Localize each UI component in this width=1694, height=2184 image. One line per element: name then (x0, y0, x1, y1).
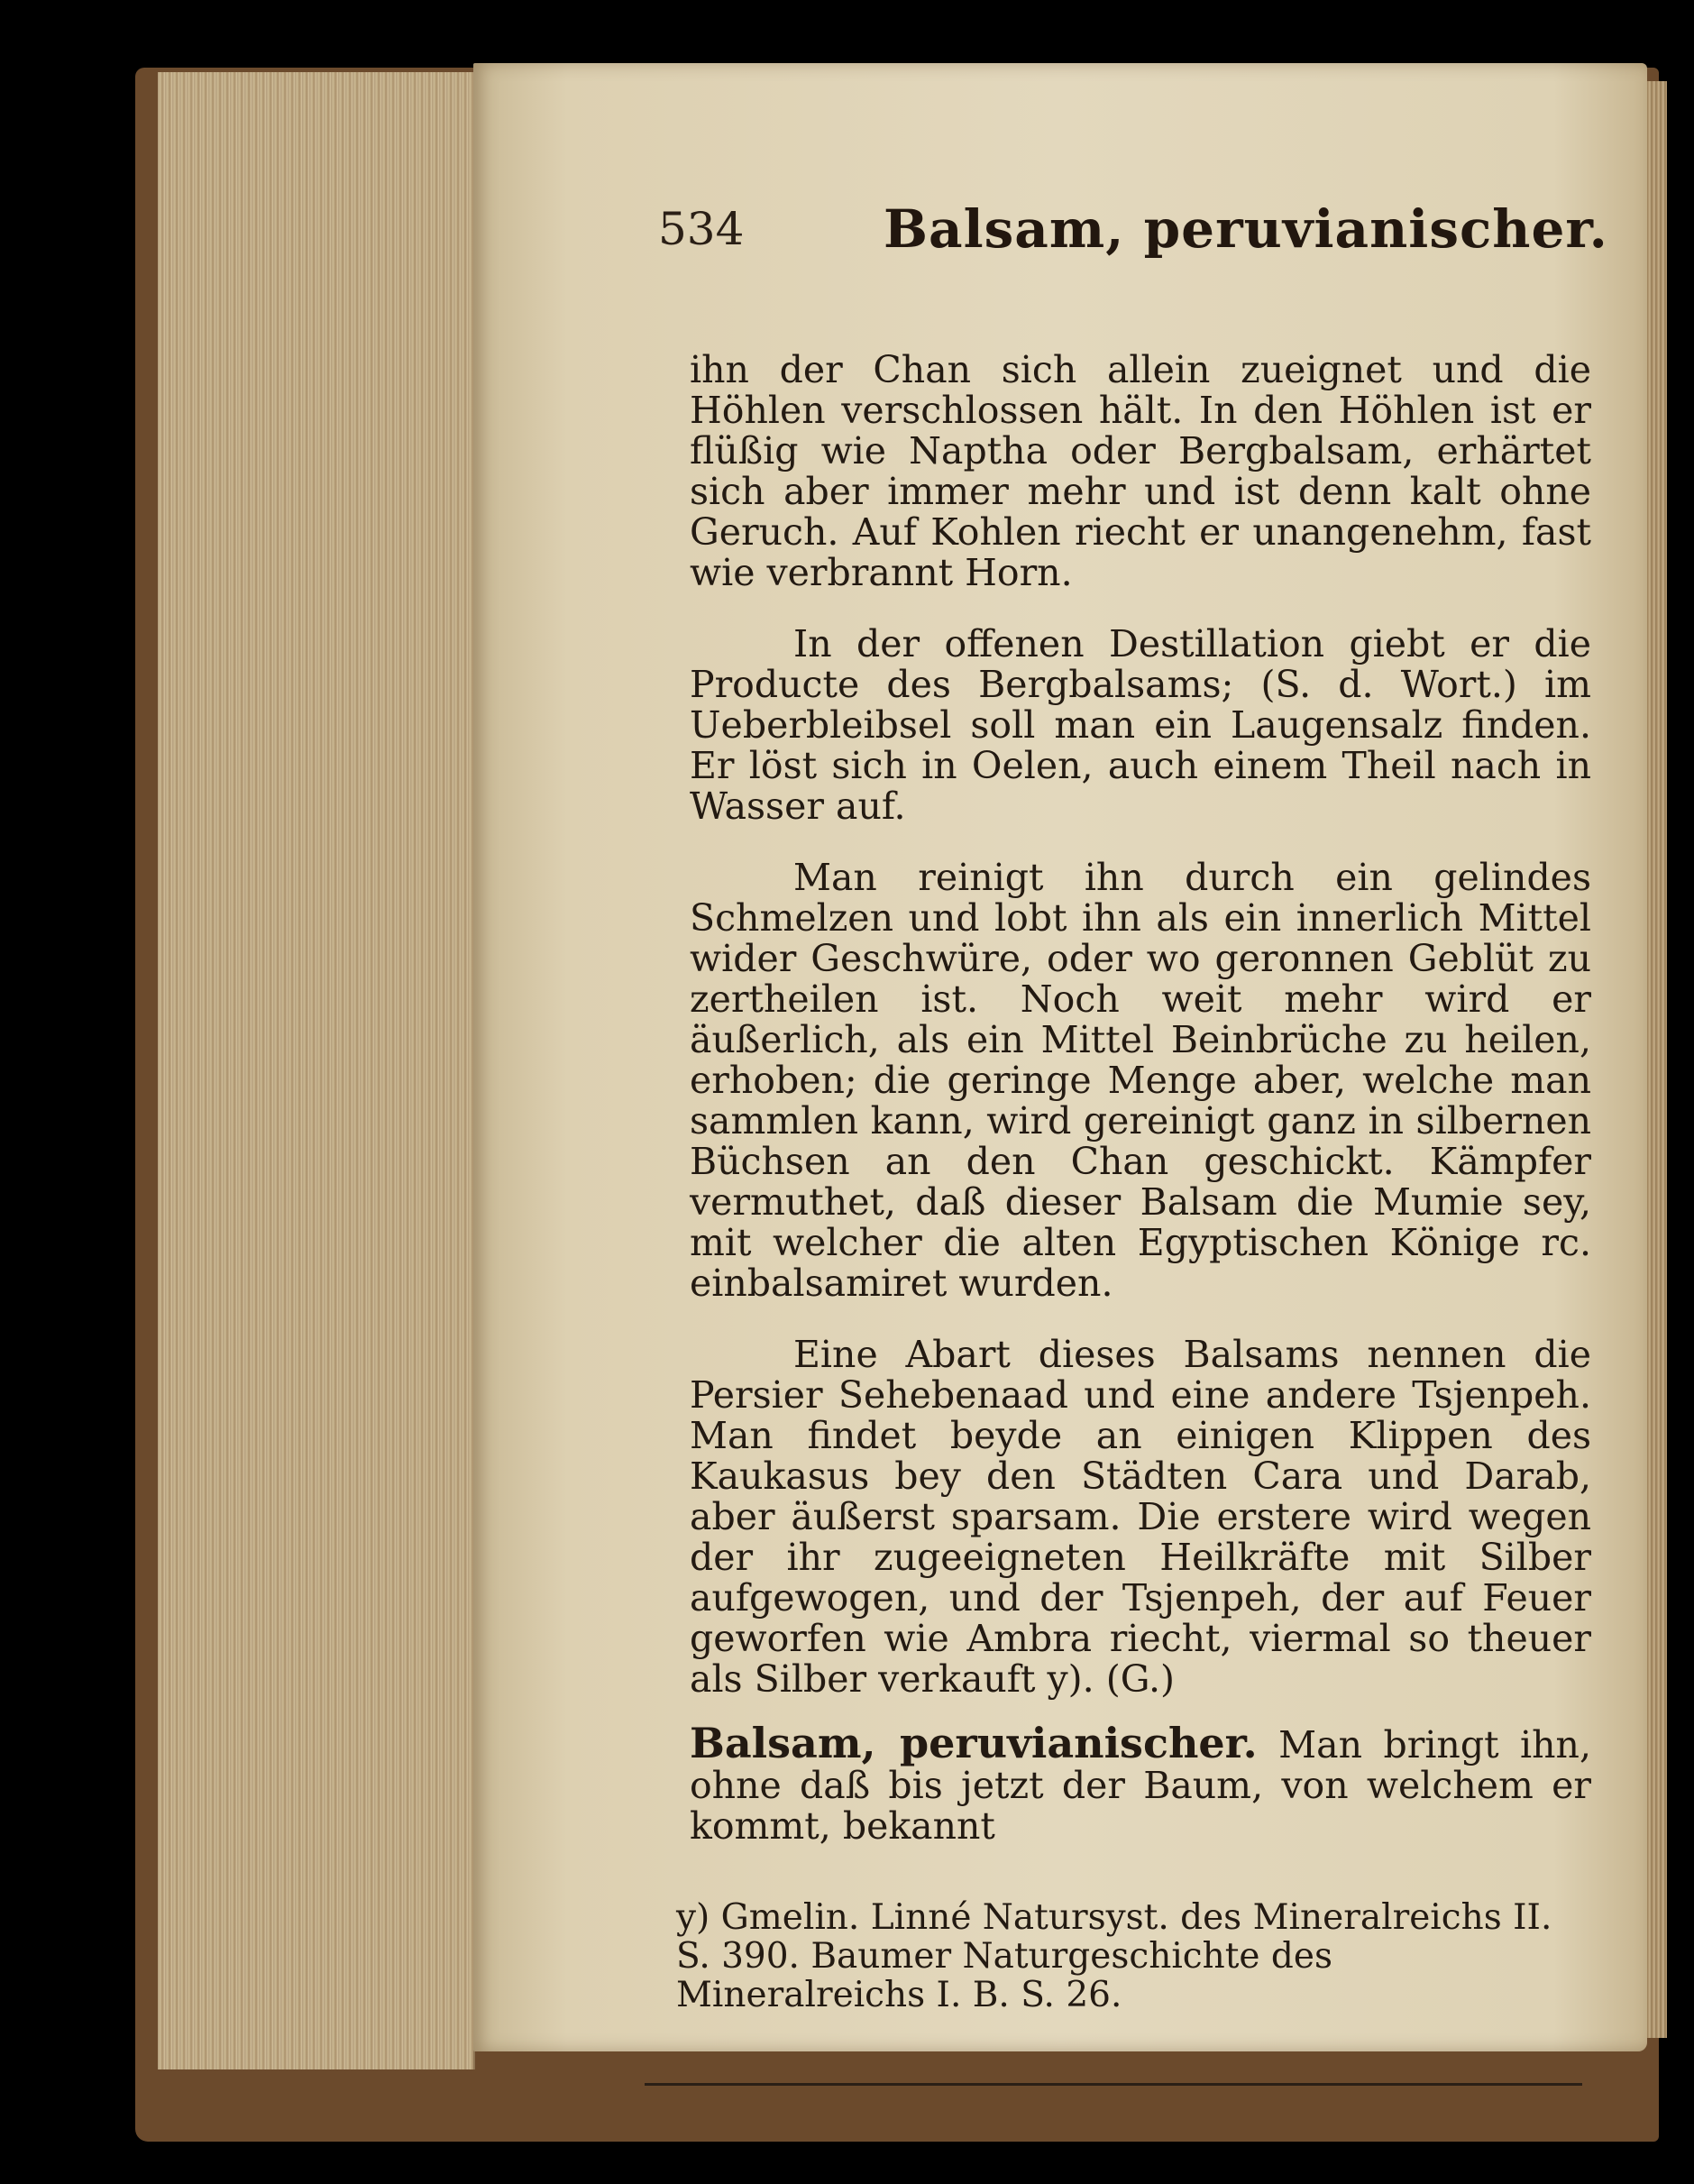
body-text (690, 350, 1591, 1847)
paragraph-2: In der offenen Destillation giebt er die Producte des Bergbalsams; (S. d. Wort.) im Ueberbleibsel soll man ein Laugensalz finden. Er löst sich in Oelen, auch einem Theil nach in Wasser auf. (690, 622, 1591, 828)
page-edges (158, 72, 475, 2069)
running-head: Balsam, peruvianischer. (884, 198, 1608, 260)
footnote-rule (645, 2083, 1582, 2086)
page-number: 534 (658, 203, 745, 255)
paragraph-3: Man reinigt ihn durch ein gelindes Schmelzen und lobt ihn als ein innerlich Mittel wider Geschwüre, oder wo geronnen Geblüt zu zertheilen ist. Noch weit mehr wird er äußerlich, als ein Mittel Beinbrüche zu heilen, erhoben; die geringe Menge aber, welche man sammlen kann, wird gereinigt ganz in silbernen Büchsen an den Chan geschickt. Kämpfer vermuthet, daß dieser Balsam die Mumie sey, mit welcher die alten Egyptischen Könige rc. einbalsamiret wurden. (690, 856, 1591, 1305)
entry-paragraph (690, 1719, 1591, 1848)
book-page (473, 63, 1647, 2051)
paragraph-4: Eine Abart dieses Balsams nennen die Persier Sehebenaad und eine andere Tsjenpeh. Man findet beyde an einigen Klippen des Kaukasus bey den Städten Cara und Darab, aber äußerst sparsam. Die erstere wird wegen der ihr zugeeigneten Heilkräfte mit Silber aufgewogen, und der Tsjenpeh, der auf Feuer geworfen wie Ambra riecht, viermal so theuer als Silber verkauft y). (G.) (690, 1333, 1591, 1701)
page-header (473, 198, 1647, 271)
entry-text: Man bringt ihn, ohne daß bis jetzt der Baum, von welchem er kommt, bekannt (690, 1723, 1591, 1848)
entry-headword: Balsam, peruvianischer. (690, 1719, 1258, 1767)
footnote: y) Gmelin. Linné Natursyst. des Mineralreichs II. S. 390. Baumer Naturgeschichte des Mineralreichs I. B. S. 26. (676, 1897, 1552, 2015)
right-page-edge (1647, 81, 1667, 2038)
paragraph-1: ihn der Chan sich allein zueignet und die Höhlen verschlossen hält. In den Höhlen ist er flüßig wie Naptha oder Bergbalsam, erhärtet sich aber immer mehr und ist denn kalt ohne Geruch. Auf Kohlen riecht er unangenehm, fast wie verbrannt Horn. (690, 348, 1591, 594)
